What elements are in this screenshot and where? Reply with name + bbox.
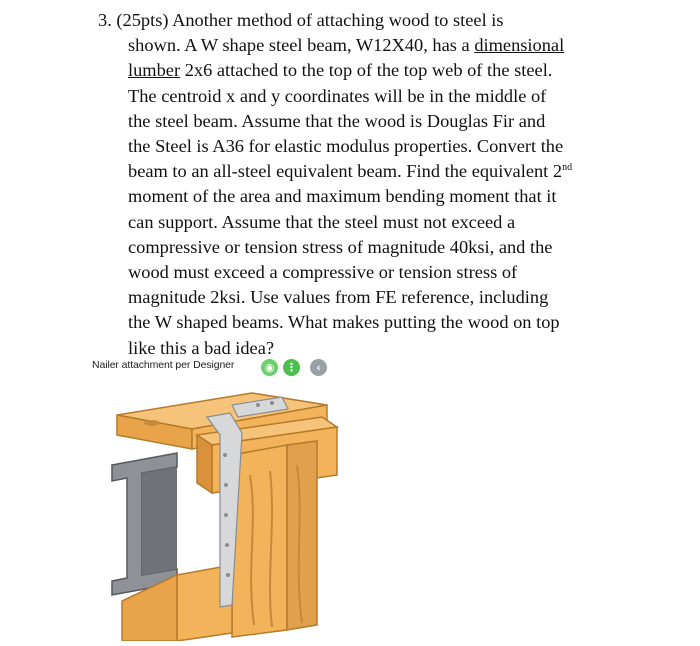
problem-statement bbox=[98, 8, 643, 361]
problem-line-14: like this a bad idea? bbox=[128, 337, 275, 358]
superscript-nd: nd bbox=[562, 162, 573, 174]
problem-line-9: can support. Assume that the steel must not exceed a bbox=[128, 211, 516, 232]
steel-beam bbox=[112, 453, 177, 595]
problem-line-13: the W shaped beams. What makes putting the wood on top bbox=[128, 312, 560, 333]
more-icon[interactable]: ⋮ bbox=[283, 359, 300, 376]
problem-line-8: moment of the area and maximum bending moment that it bbox=[128, 186, 557, 207]
underlined-term-dimensional: dimensional bbox=[474, 35, 565, 56]
problem-line-10: compressive or tension stress of magnitude 40ksi, and the bbox=[128, 236, 553, 257]
camera-icon[interactable]: ◉ bbox=[261, 359, 278, 376]
back-icon[interactable]: ‹ bbox=[310, 359, 327, 376]
problem-line-5: the steel beam. Assume that the wood is Douglas Fir and bbox=[128, 110, 546, 131]
nailer-attachment-figure bbox=[82, 375, 382, 641]
problem-line-3: lumber 2x6 attached to the top of the top web of the steel. bbox=[128, 60, 553, 81]
figure-caption: Nailer attachment per Designer bbox=[92, 359, 235, 371]
problem-line-1: 3. (25pts) Another method of attaching wood to steel is bbox=[98, 10, 504, 30]
problem-line-6: the Steel is A36 for elastic modulus properties. Convert the bbox=[128, 136, 564, 157]
problem-line-4: The centroid x and y coordinates will be in the middle of bbox=[128, 85, 547, 106]
wood-post bbox=[232, 441, 317, 637]
problem-line-12: magnitude 2ksi. Use values from FE reference, including bbox=[128, 287, 549, 308]
problem-line-7: beam to an all-steel equivalent beam. Find the equivalent 2nd bbox=[128, 161, 573, 182]
problem-line-2: shown. A W shape steel beam, W12X40, has a dimensional bbox=[128, 35, 565, 56]
problem-line-11: wood must exceed a compressive or tension stress of bbox=[128, 262, 518, 283]
underlined-term-lumber: lumber bbox=[128, 60, 181, 81]
